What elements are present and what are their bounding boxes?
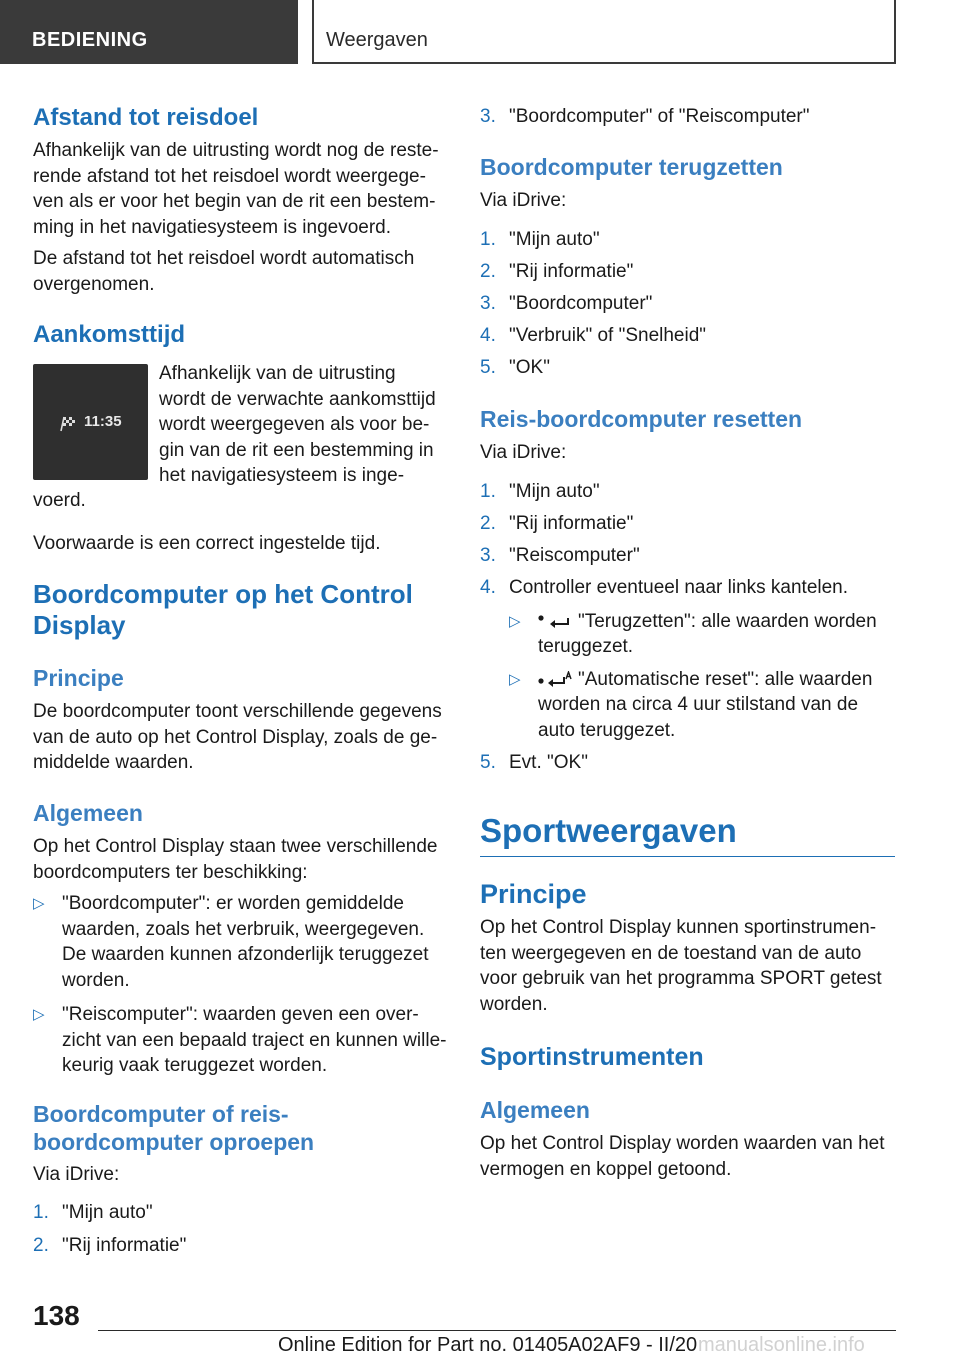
reset-arrow-icon: [538, 613, 572, 631]
oproepen-via: Via iDrive:: [33, 1164, 120, 1185]
list-item: ▷ "Reiscomputer": waarden geven een over- zicht van een bepaald traject en kunnen wille- keurig vaak teruggezet worden.: [33, 1004, 447, 1076]
list-item: ▷ "Terugzetten": alle waarden worden teruggezet.: [509, 610, 877, 657]
heading-algemeen: Algemeen: [33, 800, 143, 826]
heading-oproepen: Boordcomputer of reis- boordcomputer oproepen: [33, 1101, 315, 1155]
list-item: 2. "Rij informatie": [33, 1234, 187, 1256]
heading-sport-algemeen: Algemeen: [480, 1097, 590, 1123]
arrival-time-value: 11:35: [84, 413, 122, 430]
auto-reset-icon: [538, 671, 572, 689]
triangle-bullet-icon: ▷: [509, 612, 521, 630]
list-item: 4. Controller eventueel naar links kantelen.: [480, 577, 849, 598]
reset-via: Via iDrive:: [480, 442, 567, 463]
header-section-label: BEDIENING: [32, 29, 148, 51]
watermark-text: manualsonline.info: [698, 1334, 865, 1356]
paragraph-principe: De boordcomputer toont verschillende gegevens van de auto op het Control Display, zoals de ge- middelde waarden.: [33, 701, 442, 773]
list-item: 3. "Boordcomputer": [480, 293, 653, 314]
list-item: 5. Evt. "OK": [480, 752, 588, 773]
list-item: 3. "Reiscomputer": [480, 545, 640, 566]
paragraph-aankomst-end: voerd.: [33, 490, 86, 511]
list-item: 3. "Boordcomputer" of "Reiscomputer": [480, 106, 810, 127]
arrival-time-display-image: [33, 364, 148, 480]
heading-afstand: Afstand tot reisdoel: [33, 104, 259, 131]
footer-divider: [98, 1330, 896, 1331]
paragraph-aankomst-wrap: Afhankelijk van de uitrusting wordt de verwachte aankomsttijd wordt weergegeven als voor be- gin van de rit een bestemming in het navigatiesysteem is inge-: [159, 363, 436, 486]
list-item: 4. "Verbruik" of "Snelheid": [480, 325, 707, 346]
list-item: 5. "OK": [480, 357, 550, 378]
footer-edition: Online Edition for Part no. 01405A02AF9 - II/20: [278, 1334, 698, 1356]
heading-sport-principe: Principe: [480, 879, 587, 909]
heading-reset: Reis-boordcomputer resetten: [480, 406, 803, 432]
heading-sportinstrumenten: Sportinstrumenten: [480, 1043, 704, 1071]
page-number: 138: [33, 1300, 80, 1331]
header-chapter-label: Weergaven: [326, 29, 428, 51]
paragraph-aankomst-2: Voorwaarde is een correct ingestelde tijd.: [33, 533, 381, 554]
triangle-bullet-icon: ▷: [509, 670, 521, 688]
list-item: ▷ "Automatische reset": alle waarden worden na circa 4 uur stilstand van de auto teruggezet.: [509, 668, 873, 741]
paragraph-afstand-1: Afhankelijk van de uitrusting wordt nog de reste- rende afstand tot het reisdoel wordt weergege- ven als er voor het begin van de rit een bestem- ming in het navigatiesysteem is ingevoerd.: [33, 140, 439, 238]
paragraph-sport-algemeen: Op het Control Display worden waarden van het vermogen en koppel getoond.: [480, 1133, 885, 1180]
triangle-bullet-icon: ▷: [33, 1006, 45, 1023]
triangle-bullet-icon: ▷: [33, 895, 45, 912]
heading-terugzetten: Boordcomputer terugzetten: [480, 154, 783, 180]
heading-sportweergaven: Sportweergaven: [480, 810, 895, 857]
paragraph-algemeen: Op het Control Display staan twee verschillende boordcomputers ter beschikking:: [33, 836, 438, 883]
list-item: 1. "Mijn auto": [33, 1202, 153, 1223]
header-chapter-box: [312, 0, 896, 64]
list-item: ▷ "Boordcomputer": er worden gemiddelde waarden, zoals het verbruik, weergegeven. De waarden kunnen afzonderlijk teruggezet worden.: [33, 893, 429, 991]
header-section-tab: [0, 0, 298, 64]
terugzetten-steps: [480, 227, 895, 381]
heading-principe: Principe: [33, 665, 124, 691]
reset-steps: [480, 479, 895, 776]
paragraph-afstand-2: De afstand tot het reisdoel wordt automatisch overgenomen.: [33, 248, 415, 295]
list-item: 2. "Rij informatie": [480, 261, 634, 282]
heading-boordcomputer-control-display: Boordcomputer op het Control Display: [33, 579, 413, 640]
algemeen-bullet-list: [33, 891, 448, 1079]
list-item: 2. "Rij informatie": [480, 513, 634, 534]
terugzetten-via: Via iDrive:: [480, 190, 567, 211]
heading-aankomsttijd: Aankomsttijd: [33, 321, 186, 348]
paragraph-sport-principe: Op het Control Display kunnen sportinstrumen- ten weergegeven en de toestand van de auto voor gebruik van het programma SPORT getest worden.: [480, 917, 882, 1015]
list-item: 1. "Mijn auto": [480, 481, 600, 502]
list-item: 1. "Mijn auto": [480, 229, 600, 250]
oproepen-steps: [33, 1200, 448, 1258]
destination-flag-icon: [60, 414, 78, 432]
